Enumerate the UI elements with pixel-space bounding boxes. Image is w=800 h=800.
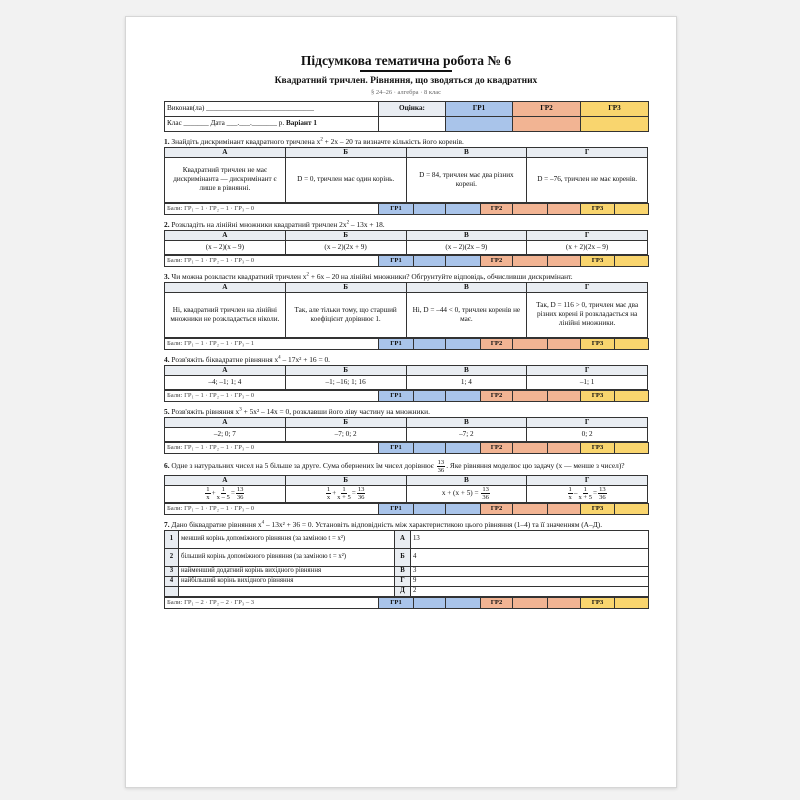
- option-В-answer[interactable]: D = 84, тричлен має два різних корені.: [406, 157, 527, 202]
- option-letter: А: [165, 417, 286, 427]
- option-В-answer[interactable]: 1; 4: [406, 375, 527, 389]
- question-number: 5.: [164, 406, 170, 416]
- denominator: 36: [236, 494, 244, 501]
- score-group-3-input[interactable]: [615, 503, 649, 514]
- group-1-grade[interactable]: [446, 116, 513, 131]
- question-5-options: [164, 417, 648, 442]
- numerator: 13: [236, 486, 244, 493]
- score-group-1-input[interactable]: [414, 503, 446, 514]
- numerator: 1: [583, 486, 587, 493]
- question-text-a: Одне з натуральних чисел на 5 більше за друге. Сума обернених їм чисел дорівнює: [171, 460, 434, 470]
- class-date-field[interactable]: [165, 116, 379, 131]
- group-2-header: ГР2: [513, 101, 581, 116]
- option-В-answer[interactable]: (x – 2)(2x – 9): [406, 240, 527, 254]
- matching-row: [165, 530, 649, 548]
- score-group-3-label: ГР3: [581, 255, 615, 266]
- score-group-1-label: ГР1: [379, 203, 414, 214]
- denominator: 36: [482, 494, 489, 501]
- expression: x + (x + 5) =: [441, 489, 479, 498]
- matching-row: [165, 566, 649, 576]
- option-Б-answer[interactable]: Так, але тільки тому, що старший коефіцієнт дорівнює 1.: [285, 292, 406, 337]
- page-title: Підсумкова тематична робота № 6: [300, 53, 512, 68]
- numerator: 13: [482, 486, 489, 493]
- option-Б-answer[interactable]: –7; 0; 2: [285, 427, 406, 441]
- denominator: x: [206, 494, 210, 501]
- numerator: 1: [326, 486, 331, 493]
- denominator: 36: [437, 466, 445, 474]
- score-group-3-label: ГР3: [581, 597, 615, 608]
- score-group-1-label: ГР1: [379, 338, 414, 349]
- option-А-answer[interactable]: –2; 0; 7: [165, 427, 286, 441]
- numerator: 1: [568, 486, 572, 493]
- score-group-3-input[interactable]: [615, 255, 649, 266]
- page-caption: § 24–26 · алгебра · 8 клас: [370, 88, 442, 96]
- option-letter: Б: [285, 230, 406, 240]
- score-group-2-input[interactable]: [513, 597, 548, 608]
- denominator: 36: [599, 494, 606, 501]
- question-4-options: [164, 365, 648, 390]
- question-number: 6.: [164, 460, 170, 470]
- score-group-2-extra[interactable]: [548, 338, 581, 349]
- option-letter: А: [165, 230, 286, 240]
- question-text-b: – 13x + 18.: [349, 219, 385, 229]
- score-group-2-extra[interactable]: [548, 203, 581, 214]
- matching-letter: А: [395, 530, 411, 548]
- matching-value[interactable]: 13: [411, 530, 649, 548]
- numerator: 1: [206, 486, 210, 493]
- operator: –: [573, 489, 578, 498]
- score-group-1-input[interactable]: [414, 597, 446, 608]
- matching-value[interactable]: 4: [411, 548, 649, 566]
- fraction: [578, 486, 592, 501]
- question-exponent: 2: [346, 220, 350, 226]
- option-letter: Г: [527, 147, 648, 157]
- option-letter: А: [165, 147, 286, 157]
- denominator: x + 5: [578, 494, 593, 501]
- matching-letter: Б: [395, 548, 411, 566]
- operator: =: [230, 489, 235, 498]
- matching-value[interactable]: 2: [411, 586, 649, 596]
- score-group-2-label: ГР2: [481, 203, 513, 214]
- matching-value[interactable]: 9: [411, 576, 649, 586]
- matching-index: 2: [165, 548, 179, 566]
- option-Б-answer[interactable]: [285, 485, 406, 502]
- question-2-text: [164, 220, 648, 229]
- score-group-2-label: ГР2: [481, 338, 513, 349]
- option-letter: Г: [527, 365, 648, 375]
- score-group-1-extra[interactable]: [446, 503, 481, 514]
- question-exponent: 2: [306, 272, 309, 278]
- fraction: [481, 486, 490, 501]
- score-group-3-input[interactable]: [615, 390, 649, 401]
- worksheet-content: [164, 53, 648, 609]
- fraction: [326, 486, 331, 501]
- matching-value[interactable]: 3: [411, 566, 649, 576]
- score-group-2-label: ГР2: [481, 255, 513, 266]
- option-В-answer[interactable]: Ні, D = –44 < 0, тричлен коренів не має.: [406, 292, 527, 337]
- score-group-3-input[interactable]: [615, 597, 649, 608]
- matching-characteristic: [179, 586, 395, 596]
- question-text-a: Чи можна розкласти квадратний тричлен x: [171, 271, 307, 281]
- question-text-a: Розкладіть на лінійні множники квадратний тричлен 2x: [171, 219, 347, 229]
- option-letter: Б: [285, 475, 406, 485]
- numerator: 1: [221, 486, 225, 493]
- fraction: [217, 486, 230, 501]
- score-group-3-label: ГР3: [581, 203, 615, 214]
- option-letter: Г: [527, 230, 648, 240]
- option-letter: В: [406, 417, 527, 427]
- score-group-3-input[interactable]: [615, 203, 649, 214]
- question-exponent: 4: [278, 355, 281, 361]
- denominator: x – 5: [216, 494, 230, 501]
- question-3-options: [164, 282, 648, 338]
- numerator: 13: [437, 458, 445, 466]
- score-label: Бали: ГР₁ – 1 · ГР₂ – 1 · ГР₃ – 0: [165, 203, 379, 214]
- score-group-1-input[interactable]: [414, 203, 446, 214]
- fraction: [205, 486, 210, 501]
- option-letter: Б: [285, 417, 406, 427]
- score-group-1-extra[interactable]: [446, 203, 481, 214]
- group-3-header: ГР3: [581, 101, 649, 116]
- score-group-3-label: ГР3: [581, 338, 615, 349]
- question-2-score-row: [164, 255, 649, 267]
- option-А-answer[interactable]: [165, 485, 286, 502]
- option-В-answer[interactable]: –7; 2: [406, 427, 527, 441]
- option-А-answer[interactable]: Квадратний тричлен не має дискримінанта — дискримінант є лише в рівнянні.: [165, 157, 286, 202]
- score-group-2-label: ГР2: [481, 597, 513, 608]
- score-group-2-input[interactable]: [513, 390, 548, 401]
- question-3-score-row: [164, 338, 649, 350]
- denominator: 36: [357, 494, 365, 501]
- question-4-score-row: [164, 390, 649, 402]
- question-3-text: [164, 272, 648, 281]
- score-group-3-input[interactable]: [615, 442, 649, 453]
- operator: =: [351, 489, 356, 498]
- score-group-1-label: ГР1: [379, 597, 414, 608]
- matching-characteristic: найбільший корінь вихідного рівняння: [179, 576, 395, 586]
- question-text-a: Дано біквадратне рівняння x: [171, 519, 262, 529]
- variant-label: Варіант 1: [285, 119, 317, 127]
- question-6-text: [164, 459, 648, 474]
- score-group-1-input[interactable]: [414, 390, 446, 401]
- header-table: [164, 101, 649, 132]
- fraction: [337, 486, 351, 501]
- option-Б-answer[interactable]: –1; –16; 1; 16: [285, 375, 406, 389]
- option-letter: Г: [527, 417, 648, 427]
- matching-characteristic: менший корінь допоміжного рівняння (за заміною t = x²): [179, 530, 395, 548]
- score-group-3-label: ГР3: [581, 390, 615, 401]
- option-letter: А: [165, 475, 286, 485]
- score-group-1-label: ГР1: [379, 255, 414, 266]
- score-group-2-extra[interactable]: [548, 503, 581, 514]
- group-1-header: ГР1: [446, 101, 513, 116]
- matching-index: [165, 586, 179, 596]
- denominator: x: [568, 494, 572, 501]
- option-letter: Г: [527, 475, 648, 485]
- option-Г-answer[interactable]: –1; 1: [527, 375, 648, 389]
- fraction: [598, 486, 607, 501]
- option-Г-answer[interactable]: Так, D = 116 > 0, тричлен має два різних корені й розкладається на лінійні множники.: [527, 292, 648, 337]
- question-number: 3.: [164, 271, 170, 281]
- score-group-2-input[interactable]: [513, 203, 548, 214]
- denominator: x + 5: [337, 494, 351, 501]
- numerator: 13: [357, 486, 365, 493]
- option-letter: В: [406, 230, 527, 240]
- operator: =: [593, 489, 598, 498]
- question-1-options: [164, 147, 648, 203]
- matching-letter: Д: [395, 586, 411, 596]
- score-label: Бали: ГР₁ – 1 · ГР₂ – 1 · ГР₃ – 1: [165, 338, 379, 349]
- matching-index: 1: [165, 530, 179, 548]
- question-7-score-row: [164, 597, 649, 609]
- option-letter: В: [406, 147, 527, 157]
- question-text-a: Розв'яжіть рівняння x: [171, 406, 240, 416]
- option-Г-answer[interactable]: 0; 2: [527, 427, 648, 441]
- score-group-2-extra[interactable]: [548, 442, 581, 453]
- question-text-b: + 5x² – 14x = 0, розклавши його ліву частину на множники.: [241, 406, 430, 416]
- score-label: Бали: ГР₁ – 1 · ГР₂ – 1 · ГР₃ – 0: [165, 503, 379, 514]
- question-6-options: [164, 475, 648, 503]
- option-letter: А: [165, 365, 286, 375]
- numerator: 1: [342, 486, 346, 493]
- option-Г-answer[interactable]: [527, 485, 648, 502]
- matching-row: [165, 576, 649, 586]
- question-text-b: + 6x – 20 на лінійні множники? Обгрунтуйте відповідь, обчисливши дискримінант.: [308, 271, 573, 281]
- option-letter: Б: [285, 147, 406, 157]
- score-label: Бали: ГР₁ – 2 · ГР₂ – 2 · ГР₃ – 3: [165, 597, 379, 608]
- question-2-options: [164, 230, 648, 255]
- score-group-1-label: ГР1: [379, 503, 414, 514]
- question-number: 2.: [164, 219, 170, 229]
- question-7-text: [164, 520, 648, 529]
- option-В-answer[interactable]: [406, 485, 527, 502]
- score-group-2-extra[interactable]: [548, 255, 581, 266]
- matching-letter: Г: [395, 576, 411, 586]
- question-5-text: [164, 407, 648, 416]
- question-text-b: + 2x – 20 та визначте кількість його коренів.: [322, 136, 464, 146]
- question-exponent: 4: [261, 520, 265, 526]
- option-letter: В: [406, 282, 527, 292]
- question-5-score-row: [164, 442, 649, 454]
- score-group-1-label: ГР1: [379, 390, 414, 401]
- matching-letter: В: [395, 566, 411, 576]
- group-2-grade[interactable]: [513, 116, 581, 131]
- question-text-b: . Яке рівняння моделює цю задачу (x — менше з чисел)?: [446, 460, 625, 470]
- page-subtitle: Квадратний тричлен. Рівняння, що зводяться до квадратних: [274, 75, 538, 86]
- option-letter: Б: [285, 282, 406, 292]
- operator: +: [332, 489, 337, 498]
- score-group-1-extra[interactable]: [446, 442, 481, 453]
- score-label: Бали: ГР₁ – 1 · ГР₂ – 1 · ГР₃ – 0: [165, 442, 379, 453]
- question-text-a: Розв'яжіть біквадратне рівняння x: [171, 354, 279, 364]
- score-group-1-input[interactable]: [414, 255, 446, 266]
- question-exponent: 3: [239, 407, 242, 413]
- question-6-score-row: [164, 503, 649, 515]
- questions-container: [164, 137, 648, 609]
- score-group-2-extra[interactable]: [548, 390, 581, 401]
- matching-table: [164, 530, 649, 597]
- score-label: Бали: ГР₁ – 1 · ГР₂ – 1 · ГР₃ – 0: [165, 255, 379, 266]
- group-3-grade[interactable]: [581, 116, 649, 131]
- question-1-text: [164, 137, 648, 146]
- score-group-2-input[interactable]: [513, 503, 548, 514]
- grade-cell[interactable]: [379, 116, 446, 131]
- score-group-2-extra[interactable]: [548, 597, 581, 608]
- score-group-1-extra[interactable]: [446, 255, 481, 266]
- score-group-2-label: ГР2: [481, 390, 513, 401]
- matching-index: 4: [165, 576, 179, 586]
- fraction: [568, 486, 573, 501]
- option-А-answer[interactable]: –4; –1; 1; 4: [165, 375, 286, 389]
- question-4-text: [164, 355, 648, 364]
- worksheet-page: [125, 16, 677, 788]
- option-Б-answer[interactable]: (x – 2)(2x + 9): [285, 240, 406, 254]
- fraction: [437, 459, 446, 474]
- score-group-2-input[interactable]: [513, 255, 548, 266]
- score-group-3-input[interactable]: [615, 338, 649, 349]
- matching-row: [165, 548, 649, 566]
- score-group-1-label: ГР1: [379, 442, 414, 453]
- fraction: [357, 486, 366, 501]
- score-group-1-input[interactable]: [414, 442, 446, 453]
- numerator: 13: [599, 486, 606, 493]
- score-group-2-label: ГР2: [481, 503, 513, 514]
- option-letter: Г: [527, 282, 648, 292]
- executor-field[interactable]: Виконав(ла) ______________________________: [165, 101, 379, 116]
- score-group-1-extra[interactable]: [446, 338, 481, 349]
- score-group-3-label: ГР3: [581, 442, 615, 453]
- question-1-score-row: [164, 203, 649, 215]
- title-underline: [360, 70, 452, 72]
- question-number: 4.: [164, 354, 170, 364]
- question-text-b: – 13x² + 36 = 0. Установіть відповідність між характеристикою цього рівняння (1–4) та її значенням (А–Д).: [264, 519, 603, 529]
- option-Б-answer[interactable]: D = 0, тричлен має один корінь.: [285, 157, 406, 202]
- matching-characteristic: більший корінь допоміжного рівняння (за заміною t = x²): [179, 548, 395, 566]
- question-exponent: 2: [320, 137, 323, 143]
- option-letter: А: [165, 282, 286, 292]
- score-group-1-extra[interactable]: [446, 390, 481, 401]
- option-letter: Б: [285, 365, 406, 375]
- score-group-1-input[interactable]: [414, 338, 446, 349]
- option-letter: В: [406, 365, 527, 375]
- score-group-2-input[interactable]: [513, 338, 548, 349]
- grade-label: Оцінка:: [379, 101, 446, 116]
- score-group-2-label: ГР2: [481, 442, 513, 453]
- score-group-3-label: ГР3: [581, 503, 615, 514]
- option-А-answer[interactable]: Ні, квадратний тричлен на лінійні множники не розкладається ніколи.: [165, 292, 286, 337]
- question-text-a: Знайдіть дискримінант квадратного тричлена x: [171, 136, 321, 146]
- denominator: x: [326, 494, 331, 501]
- option-А-answer[interactable]: (x – 2)(x – 9): [165, 240, 286, 254]
- matching-index: 3: [165, 566, 179, 576]
- operator: +: [211, 489, 216, 498]
- option-Г-answer[interactable]: (x + 2)(2x – 9): [527, 240, 648, 254]
- option-Г-answer[interactable]: D = –76, тричлен не має коренів.: [527, 157, 648, 202]
- score-group-1-extra[interactable]: [446, 597, 481, 608]
- matching-row: [165, 586, 649, 596]
- matching-characteristic: найменший додатний корінь вихідного рівняння: [179, 566, 395, 576]
- score-group-2-input[interactable]: [513, 442, 548, 453]
- question-number: 7.: [164, 519, 170, 529]
- question-text-b: – 17x² + 16 = 0.: [280, 354, 331, 364]
- class-date-line: Клас _______ Дата ___.___._______ р.: [167, 119, 285, 127]
- fraction: [236, 486, 245, 501]
- score-label: Бали: ГР₁ – 1 · ГР₂ – 1 · ГР₃ – 0: [165, 390, 379, 401]
- question-number: 1.: [164, 136, 170, 146]
- option-letter: В: [406, 475, 527, 485]
